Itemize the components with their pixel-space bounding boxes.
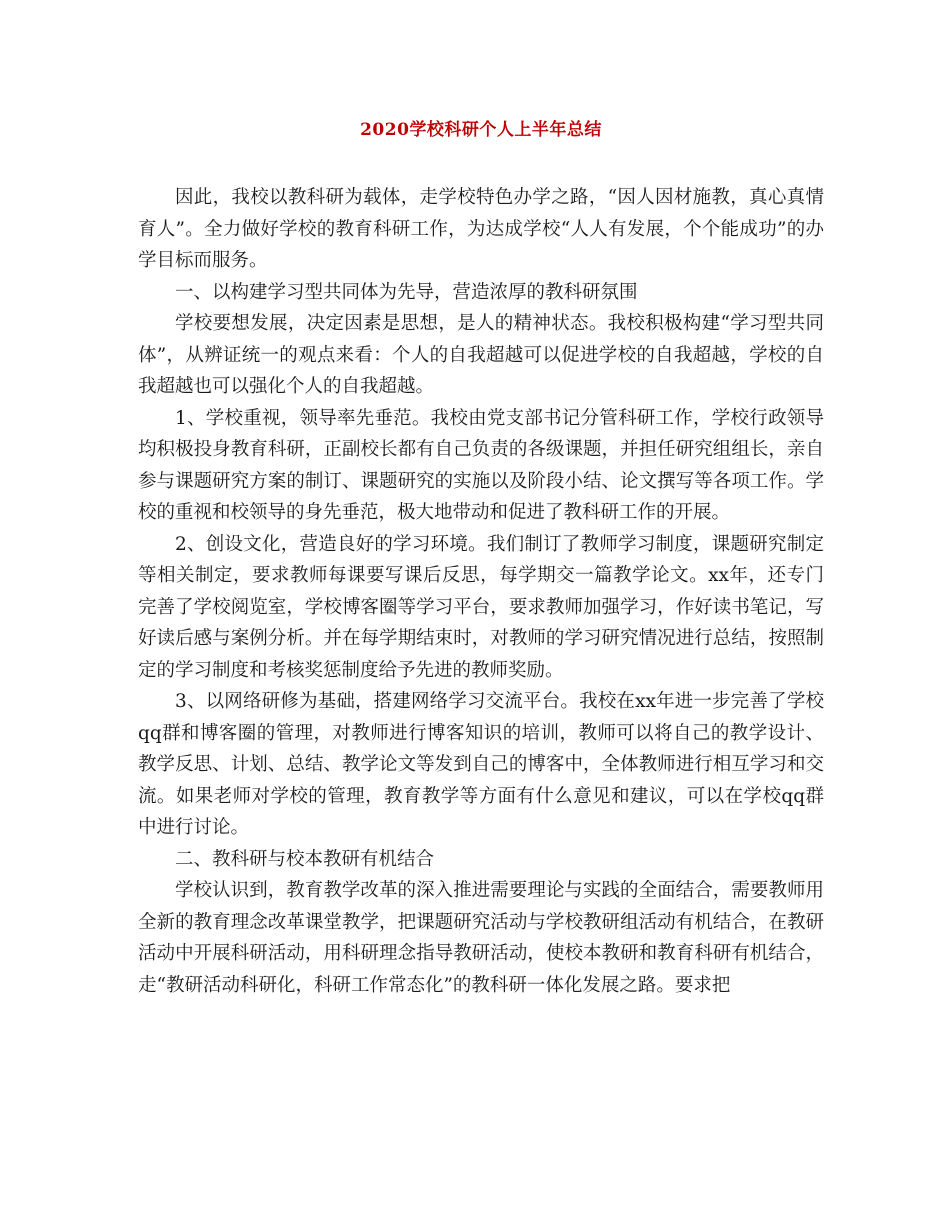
section-heading-1: 一、以构建学习型共同体为先导，营造浓厚的教科研氛围 xyxy=(175,281,638,303)
paragraph-learning-community: 学校要想发展，决定因素是思想，是人的精神状态。我校积极构建“学习型共同体”，从辨证统一的观点来看：个人的自我超越可以促进学校的自我超越，学校的自我超越也可以强化个人的自我超越。 xyxy=(138,313,824,397)
paragraph-intro: 因此，我校以教科研为载体，走学校特色办学之路，“因人因材施教，真心真情育人”。全力做好学校的教育科研工作，为达成学校“人人有发展，个个能成功”的办学目标而服务。 xyxy=(138,187,824,271)
paragraph-integration: 学校认识到，教育教学改革的深入推进需要理论与实践的全面结合，需要教师用全新的教育理念改革课堂教学，把课题研究活动与学校教研组活动有机结合，在教研活动中开展科研活动，用科研理念指导教研活动，使校本教研和教育科研有机结合，走“教研活动科研化，科研工作常态化”的教科研一体化发展之路。要求把 xyxy=(138,880,824,996)
paragraph-item-2: 2、创设文化，营造良好的学习环境。我们制订了教师学习制度，课题研究制定等相关制定，要求教师每课要写课后反思，每学期交一篇教学论文。xx年，还专门完善了学校阅览室，学校博客圈等学习平台，要求教师加强学习，作好读书笔记，写好读后感与案例分析。并在每学期结束时，对教师的学习研究情况进行总结，按照制定的学习制度和考核奖惩制度给予先进的教师奖励。 xyxy=(138,533,824,681)
section-heading-2: 二、教科研与校本教研有机结合 xyxy=(175,848,435,870)
document-page xyxy=(138,118,824,1001)
document-title: 2020学校科研个人上半年总结 xyxy=(360,120,602,140)
paragraph-item-3: 3、以网络研修为基础，搭建网络学习交流平台。我校在xx年进一步完善了学校qq群和博客圈的管理，对教师进行博客知识的培训，教师可以将自己的教学设计、教学反思、计划、总结、教学论文等发到自己的博客中，全体教师进行相互学习和交流。如果老师对学校的管理，教育教学等方面有什么意见和建议，可以在学校qq群中进行讨论。 xyxy=(138,691,824,838)
paragraph-item-1: 1、学校重视，领导率先垂范。我校由党支部书记分管科研工作，学校行政领导均积极投身教育科研，正副校长都有自己负责的各级课题，并担任研究组组长，亲自参与课题研究方案的制订、课题研究的实施以及阶段小结、论文撰写等各项工作。学校的重视和校领导的身先垂范，极大地带动和促进了教科研工作的开展。 xyxy=(138,407,824,523)
